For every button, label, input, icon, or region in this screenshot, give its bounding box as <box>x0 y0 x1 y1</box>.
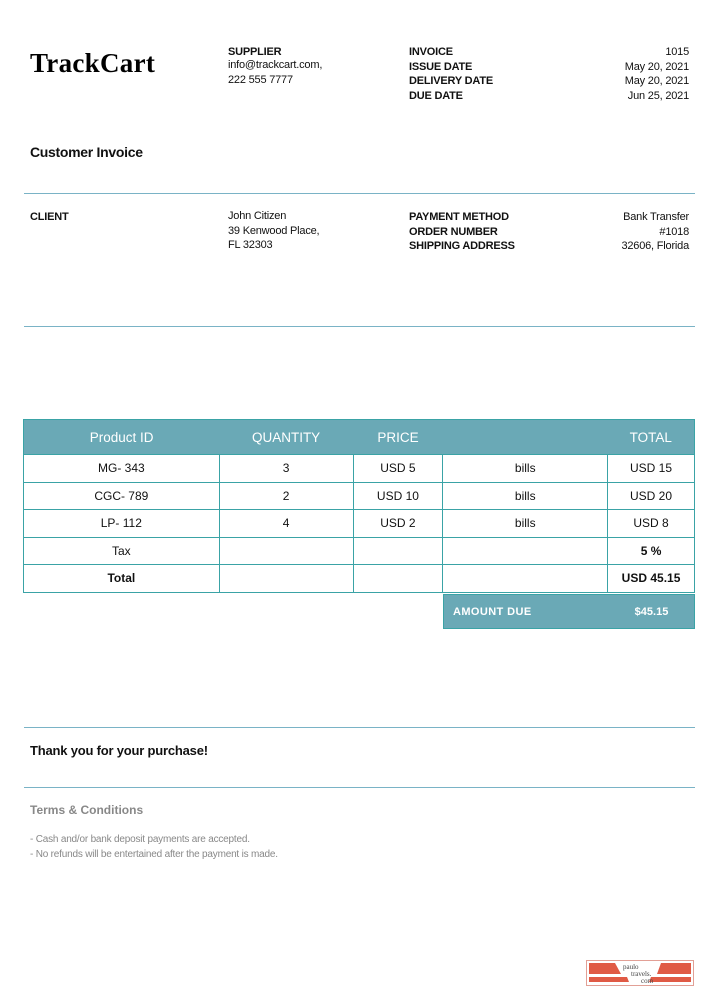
col-header-price: PRICE <box>353 420 443 455</box>
col-header-blank <box>443 420 608 455</box>
issue-date-row <box>409 60 689 75</box>
invoice-meta <box>409 45 689 103</box>
meta-key: DUE DATE <box>409 89 463 102</box>
brand-logo: TrackCart <box>30 48 156 78</box>
client-street: 39 Kenwood Place, <box>228 224 320 237</box>
terms-title: Terms & Conditions <box>30 803 144 817</box>
meta-value: Jun 25, 2021 <box>627 89 689 102</box>
meta-value: #1018 <box>659 225 689 238</box>
invoice-number-row <box>409 45 689 60</box>
cell-product-id: LP- 112 <box>24 510 220 538</box>
footer-logo-badge <box>586 960 694 986</box>
meta-key: PAYMENT METHOD <box>409 211 509 223</box>
meta-value: May 20, 2021 <box>624 75 689 87</box>
meta-key: SHIPPING ADDRESS <box>409 240 515 252</box>
cell-total-label: Total <box>24 565 220 593</box>
meta-value: Bank Transfer <box>623 211 689 223</box>
line-items-table <box>23 419 695 593</box>
order-meta <box>409 210 689 254</box>
meta-key: INVOICE <box>409 46 453 58</box>
cell-total: USD 15 <box>608 455 695 483</box>
cell-product-id: MG- 343 <box>24 455 220 483</box>
thank-you-message: Thank you for your purchase! <box>30 743 208 758</box>
supplier-block <box>228 46 322 87</box>
cell-empty <box>443 565 608 593</box>
order-number-row <box>409 225 689 240</box>
amount-due-box <box>443 594 695 629</box>
cell-empty <box>219 537 353 565</box>
meta-key: DELIVERY DATE <box>409 75 493 87</box>
meta-key: ISSUE DATE <box>409 60 473 73</box>
supplier-email: info@trackcart.com, <box>228 59 323 71</box>
cell-quantity: 3 <box>219 455 353 483</box>
cell-quantity: 2 <box>219 482 353 510</box>
terms-list <box>30 832 278 862</box>
client-label: CLIENT <box>30 211 69 223</box>
cell-unit: bills <box>443 482 608 510</box>
cell-empty <box>353 537 443 565</box>
cell-empty <box>219 565 353 593</box>
meta-value: May 20, 2021 <box>624 60 689 73</box>
total-row <box>24 565 695 593</box>
cell-total: USD 20 <box>608 482 695 510</box>
payment-method-row <box>409 210 689 225</box>
meta-key: ORDER NUMBER <box>409 225 498 238</box>
client-block <box>228 209 319 253</box>
cell-price: USD 2 <box>353 510 443 538</box>
delivery-date-row <box>409 74 689 89</box>
svg-text:paulo: paulo <box>623 963 639 971</box>
col-header-total: TOTAL <box>608 420 695 455</box>
cell-tax-label: Tax <box>24 537 220 565</box>
cell-tax-value: 5 % <box>608 537 695 565</box>
due-date-row <box>409 89 689 104</box>
cell-product-id: CGC- 789 <box>24 482 220 510</box>
document-title: Customer Invoice <box>30 144 143 160</box>
amount-due-label: AMOUNT DUE <box>453 605 532 618</box>
cell-total-value: USD 45.15 <box>608 565 695 593</box>
table-row <box>24 455 695 483</box>
cell-empty <box>353 565 443 593</box>
meta-value: 1015 <box>665 46 689 58</box>
tax-row <box>24 537 695 565</box>
cell-price: USD 10 <box>353 482 443 510</box>
travel-logo-icon <box>587 961 693 985</box>
cell-price: USD 5 <box>353 455 443 483</box>
table-header-row <box>24 420 695 455</box>
cell-unit: bills <box>443 455 608 483</box>
divider <box>24 727 695 728</box>
table-row <box>24 482 695 510</box>
client-name: John Citizen <box>228 210 287 222</box>
divider <box>24 326 695 327</box>
client-city: FL 32303 <box>228 239 273 251</box>
shipping-address-row <box>409 239 689 254</box>
col-header-quantity: QUANTITY <box>219 420 353 455</box>
terms-item: - No refunds will be entertained after the payment is made. <box>30 849 278 860</box>
supplier-label: SUPPLIER <box>228 46 282 58</box>
svg-text:travels.: travels. <box>631 970 652 978</box>
divider <box>24 193 695 194</box>
divider <box>24 787 695 788</box>
terms-item: - Cash and/or bank deposit payments are accepted. <box>30 834 250 845</box>
table-row <box>24 510 695 538</box>
cell-unit: bills <box>443 510 608 538</box>
cell-total: USD 8 <box>608 510 695 538</box>
meta-value: 32606, Florida <box>621 240 689 252</box>
amount-due-value: $45.15 <box>634 605 669 618</box>
cell-empty <box>443 537 608 565</box>
col-header-product-id: Product ID <box>24 420 220 455</box>
cell-quantity: 4 <box>219 510 353 538</box>
svg-text:com: com <box>641 977 654 985</box>
supplier-phone: 222 555 7777 <box>228 73 293 86</box>
